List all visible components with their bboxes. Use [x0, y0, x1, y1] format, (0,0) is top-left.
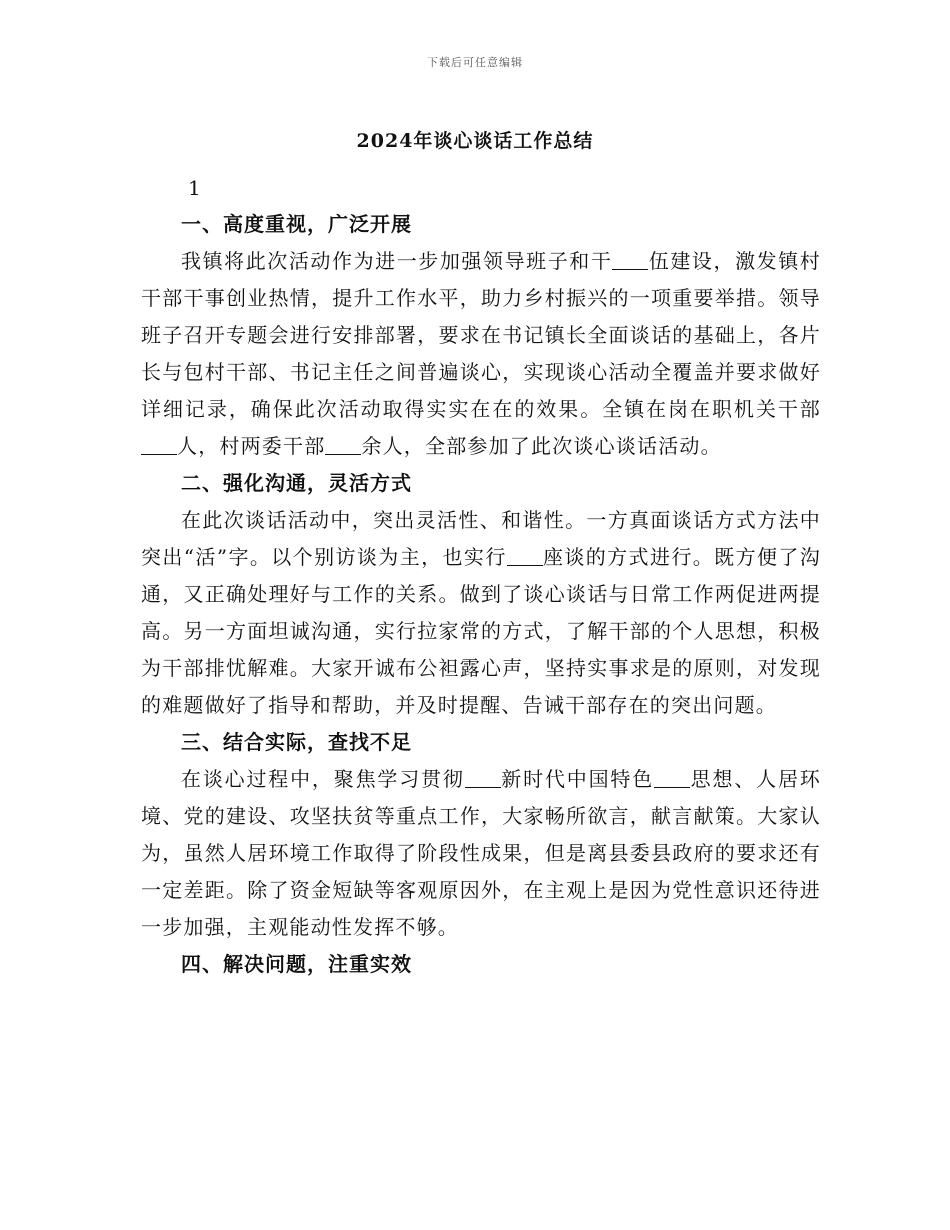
- document-body: [141, 206, 821, 983]
- section-paragraph-1: [141, 243, 821, 465]
- document-title: 2024年谈心谈话工作总结: [356, 130, 594, 152]
- paragraph-text: 伍建设，激发镇村干部干事创业热情，提升工作水平，助力乡村振兴的一项重要举措。领导班子召开专题会进行安排部署，要求在书记镇长全面谈话的基础上，各片长与包村干部、书记主任之间普遍谈心，实现谈心活动全覆盖并要求做好详细记录，确保此次活动取得实实在在的效果。全镇在岗在职机关干部: [141, 249, 821, 421]
- fill-blank: [654, 767, 690, 788]
- fill-blank: [507, 545, 543, 566]
- section-paragraph-3: [141, 761, 821, 946]
- fill-blank: [141, 434, 177, 455]
- paragraph-text: 思想、人居环境、党的建设、攻坚扶贫等重点工作，大家畅所欲言，献言献策。大家认为，虽然人居环境工作取得了阶段性成果，但是离县委县政府的要求还有一定差距。除了资金短缺等客观原因外，在主观上是因为党性意识还待进一步加强，主观能动性发挥不够。: [141, 767, 821, 939]
- fill-blank: [325, 434, 361, 455]
- section-heading-1: 一、高度重视，广泛开展: [181, 212, 412, 236]
- paragraph-text: 人，村两委干部: [177, 434, 326, 458]
- paragraph-text: 在此次谈话活动中，突出灵活性、和谐性。一方真面谈话方式方法中突出“活”字。以个别访谈为主，也实行: [141, 508, 821, 569]
- header-note: 下载后可任意编辑: [427, 56, 523, 69]
- section-heading-2: 二、强化沟通，灵活方式: [181, 471, 412, 495]
- paragraph-text: 在谈心过程中，聚焦学习贯彻: [181, 767, 465, 791]
- fill-blank: [465, 767, 501, 788]
- paragraph-text: 座谈的方式进行。既方便了沟通，又正确处理好与工作的关系。做到了谈心谈话与日常工作两促进两提高。另一方面坦诚沟通，实行拉家常的方式，了解干部的个人思想，积极为干部排忧解难。大家开诚布公袒露心声，坚持实事求是的原则，对发现的难题做好了指导和帮助，并及时提醒、告诫干部存在的突出问题。: [141, 545, 821, 717]
- paragraph-text: 余人，全部参加了此次谈心谈话活动。: [361, 434, 722, 458]
- section-paragraph-2: [141, 502, 821, 724]
- paragraph-text: 新时代中国特色: [500, 767, 655, 791]
- section-heading-3: 三、结合实际，查找不足: [181, 730, 412, 754]
- page-number: 1: [188, 176, 201, 200]
- section-heading-4: 四、解决问题，注重实效: [181, 952, 412, 976]
- paragraph-text: 我镇将此次活动作为进一步加强领导班子和干: [181, 249, 613, 273]
- fill-blank: [612, 249, 648, 270]
